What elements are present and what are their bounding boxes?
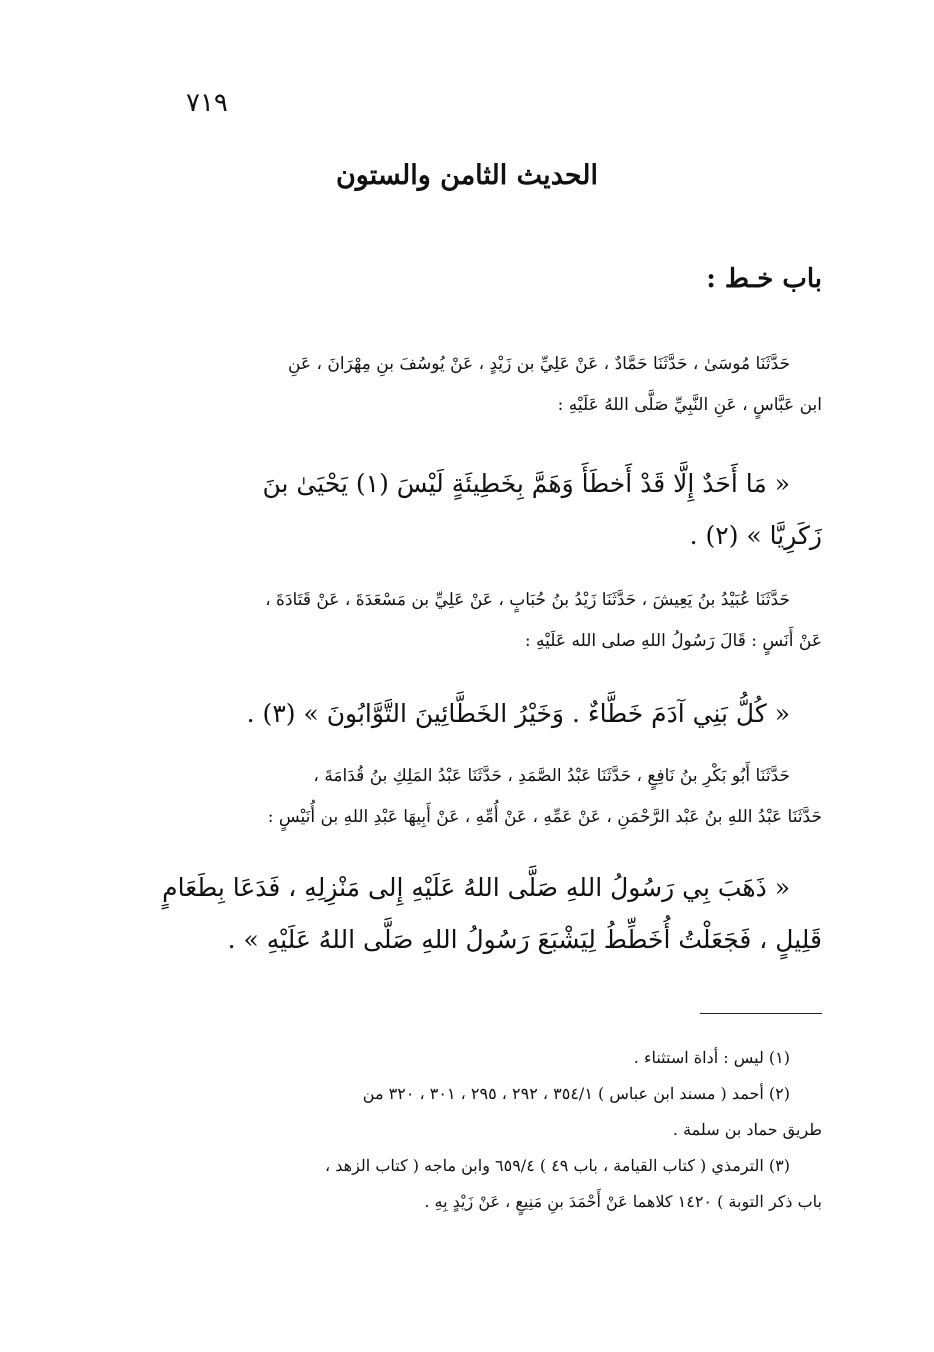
chapter-title: الحديث الثامن والستون [335,160,599,191]
hadith-2-isnad [147,580,822,662]
matn-line: « مَا أَحَدٌ إِلَّا قَدْ أَخطَأَ وَهَمَّ بِخَطِيئَةٍ لَيْسَ (١) يَحْيَىٰ بنَ [262,469,790,498]
isnad-line: حَدَّثَنَا مُوسَىٰ ، حَدَّثَنَا حَمَّادٌ ، عَنْ عَلِيِّ بن زَيْدٍ ، عَنْ يُوسُفَ بنِ مِهْرَانَ ، عَنِ [287,354,790,374]
hadith-2-matn [147,688,822,740]
isnad-line: حَدَّثَنَا أَبُو بَكْرِ بنُ نَافِعٍ ، حَدَّثَنَا عَبْدُ الصَّمَدِ ، حَدَّثَنَا عَبْدُ المَلِكِ بنُ قُدَامَةَ ، [313,766,790,786]
hadith-3-isnad [147,756,822,838]
footnote-line: طريق حماد بن سلمة . [672,1120,822,1139]
matn-line: « كُلُّ بَنِي آدَمَ خَطَّاءٌ . وَخَيْرُ الخَطَّائِينَ التَّوَّابُونَ » (٣) . [246,699,790,728]
footnote-line: (٢) أحمد ( مسند ابن عباس ) ٣٥٤/١ ، ٢٩٢ ، ٢٩٥ ، ٣٠١ ، ٣٢٠ من [362,1084,790,1103]
hadith-3-matn [147,862,822,966]
matn-line: « ذَهَبَ بِي رَسُولُ اللهِ صَلَّى اللهُ عَلَيْهِ إِلى مَنْزِلِهِ ، فَدَعَا بِطَعَامٍ [162,873,790,902]
matn-line: زَكَرِيَّا » (٢) . [689,521,822,550]
isnad-line: حَدَّثَنَا عَبْدُ اللهِ بنُ عَبْد الرَّحْمَنِ ، عَنْ عَمِّهِ ، عَنْ أُمِّهِ ، عَنْ أَبِيهَا عَبْدِ اللهِ بن أُنَيْسٍ : [267,807,822,827]
footnotes [142,1040,822,1220]
hadith-1-isnad [147,344,822,426]
isnad-line: عَنْ أَنَسٍ : قَالَ رَسُولُ اللهِ صلى الله عَلَيْهِ : [524,631,822,651]
isnad-line: ابن عَبَّاسٍ ، عَنِ النَّبِيِّ صَلَّى اللهُ عَلَيْهِ : [557,395,822,415]
footnote-line: (٣) الترمذي ( كتاب القيامة ، باب ٤٩ ) ٦٥٩/٤ وابن ماجه ( كتاب الزهد ، [325,1156,790,1175]
hadith-1-matn [147,458,822,562]
footnote-line: (١) ليس : أداة استثناء . [633,1048,790,1067]
footnote-line: باب ذكر التوبة ) ١٤٢٠ كلاهما عَنْ أَحْمَدَ بنِ مَنِيعٍ ، عَنْ زَيْدٍ بِهِ . [424,1192,822,1211]
isnad-line: حَدَّثَنَا عُبَيْدُ بنُ يَعِيشَ ، حَدَّثَنَا زَيْدُ بنُ حُبَابٍ ، عَنْ عَلِيِّ بن مَسْعَدَةَ ، عَنْ قَتَادَةَ ، [265,590,790,610]
matn-line: قَلِيلٍ ، فَجَعَلْتُ أُخَطِّطُ لِيَشْبَعَ رَسُولُ اللهِ صَلَّى اللهُ عَلَيْهِ » . [227,925,822,954]
page-number: ٧١٩ [186,88,228,118]
section-heading: باب خـط : [706,264,822,294]
footnote-divider [700,1013,822,1014]
